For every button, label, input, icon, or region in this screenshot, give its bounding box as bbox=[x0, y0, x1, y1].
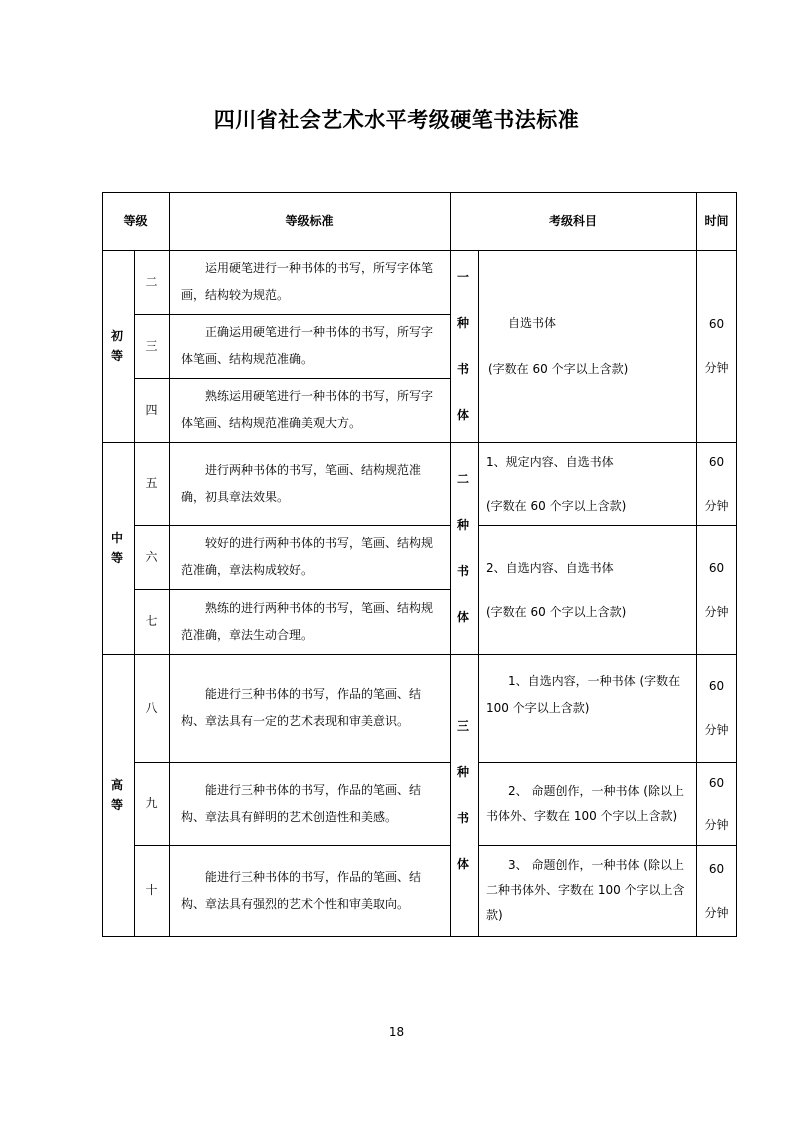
tier-name: 初等 bbox=[111, 329, 124, 363]
level-number: 六 bbox=[145, 549, 158, 564]
exam-subject: 1、自选内容，一种书体 (字数在 100 个字以上含款) bbox=[486, 674, 681, 715]
tier-name: 中等 bbox=[111, 531, 124, 565]
level-number: 五 bbox=[145, 476, 158, 490]
level-number: 九 bbox=[145, 796, 158, 810]
level-number: 三 bbox=[145, 338, 158, 353]
level-standard: 熟练的进行两种书体的书写，笔画、结构规范准确，章法生动合理。 bbox=[181, 600, 434, 642]
table-border-bottom bbox=[102, 936, 737, 937]
exam-subject: 3、 命题创作，一种书体 (除以上二种书体外、字数在 100 个字以上含款) bbox=[486, 858, 685, 922]
level-standard: 较好的进行两种书体的书写，笔画、结构规范准确，章法构成较好。 bbox=[181, 536, 434, 577]
document-title: 四川省社会艺术水平考级硬笔书法标准 bbox=[213, 108, 580, 132]
exam-subject: 2、自选内容、自选书体 (字数在 60 个字以上含款) bbox=[486, 560, 627, 619]
level-standard: 进行两种书体的书写，笔画、结构规范准确，初具章法效果。 bbox=[181, 462, 422, 504]
subject-count-label: 一种书体 bbox=[457, 270, 470, 422]
exam-time: 60 分钟 bbox=[704, 317, 729, 375]
exam-subject: 2、 命题创作，一种书体 (除以上书体外、字数在 100 个字以上含款) bbox=[486, 783, 684, 823]
exam-time: 60 分钟 bbox=[704, 679, 729, 737]
tier-label bbox=[102, 654, 134, 936]
header-standard: 等级标准 bbox=[285, 213, 334, 228]
level-standard: 能进行三种书体的书写，作品的笔画、结构、章法具有鲜明的艺术创造性和美感。 bbox=[181, 782, 422, 824]
exam-time: 60 分钟 bbox=[704, 454, 729, 513]
tier-name: 高等 bbox=[111, 778, 124, 812]
level-standard: 能进行三种书体的书写，作品的笔画、结构、章法具有一定的艺术表现和审美意识。 bbox=[181, 687, 422, 728]
exam-subject: 1、规定内容、自选书体 (字数在 60 个字以上含款) bbox=[486, 454, 627, 513]
subject-count-label: 二种书体 bbox=[457, 472, 470, 624]
header-grade: 等级 bbox=[123, 213, 148, 228]
tier-label bbox=[102, 442, 134, 654]
level-number: 八 bbox=[145, 700, 158, 715]
subject-count-label: 三种书体 bbox=[457, 719, 470, 871]
exam-time: 60 分钟 bbox=[704, 861, 729, 920]
exam-time: 60 分钟 bbox=[704, 560, 729, 619]
exam-subject: 自选书体 (字数在 60 个字以上含款) bbox=[488, 316, 629, 376]
page-number: 18 bbox=[388, 1025, 405, 1039]
tier-label bbox=[102, 250, 134, 442]
level-number: 四 bbox=[145, 402, 158, 417]
level-standard: 运用硬笔进行一种书体的书写，所写字体笔画，结构较为规范。 bbox=[181, 261, 434, 302]
level-number: 二 bbox=[145, 274, 158, 289]
level-standard: 能进行三种书体的书写，作品的笔画、结构、章法具有强烈的艺术个性和审美取向。 bbox=[181, 869, 422, 911]
grading-standards-table bbox=[102, 192, 737, 937]
header-time: 时间 bbox=[704, 213, 729, 228]
header-subject: 考级科目 bbox=[548, 213, 597, 228]
exam-time: 60 分钟 bbox=[704, 775, 729, 832]
level-standard: 正确运用硬笔进行一种书体的书写，所写字体笔画、结构规范准确。 bbox=[181, 325, 434, 366]
level-standard: 熟练运用硬笔进行一种书体的书写，所写字体笔画、结构规范准确美观大方。 bbox=[181, 389, 434, 430]
level-number: 十 bbox=[145, 883, 158, 897]
level-number: 七 bbox=[145, 614, 158, 628]
